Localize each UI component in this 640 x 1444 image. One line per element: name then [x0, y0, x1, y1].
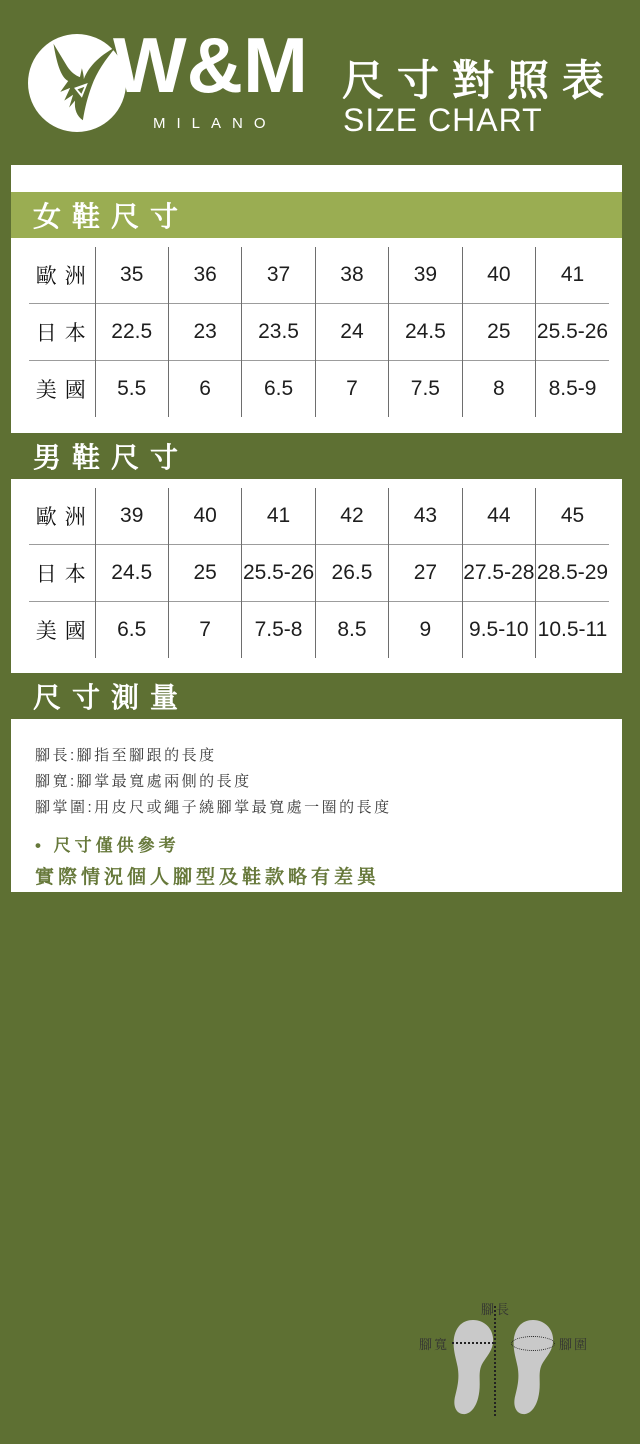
row-label: 歐洲: [35, 505, 94, 529]
table-row: [29, 602, 609, 658]
size-value: 27: [389, 544, 462, 601]
measure-text-block: [35, 743, 392, 889]
women-size-table: [29, 247, 609, 417]
size-value: 38: [315, 247, 388, 303]
foot-girth-measure-ellipse: [511, 1336, 555, 1351]
size-value: 25.5-26: [536, 303, 609, 360]
size-value: 40: [168, 488, 241, 544]
size-value: 7.5-8: [242, 602, 315, 658]
content-panel: [11, 165, 622, 1352]
foot-length-measure-line: [494, 1306, 496, 1416]
section-title-women: 女鞋尺寸: [33, 201, 190, 232]
size-value: 9: [389, 602, 462, 658]
size-value: 5.5: [95, 361, 168, 417]
eagle-icon: [28, 34, 126, 132]
size-value: 39: [95, 488, 168, 544]
size-value: 23: [168, 303, 241, 360]
size-value: 8.5-9: [536, 361, 609, 417]
size-value: 24: [315, 303, 388, 360]
table-row: [29, 247, 609, 303]
row-label: 日本: [29, 303, 95, 360]
size-value: 22.5: [95, 303, 168, 360]
foot-diagram: [419, 1294, 614, 1444]
brand-name: W&M: [113, 21, 308, 109]
size-value: 37: [242, 247, 315, 303]
foot-width-measure-line: [452, 1342, 494, 1344]
size-value: 6: [168, 361, 241, 417]
size-value: 42: [315, 488, 388, 544]
reference-note-2: 實際情況個人腳型及鞋款略有差異: [35, 867, 381, 888]
size-value: 8: [462, 361, 535, 417]
reference-note-1: • 尺寸僅供參考: [35, 836, 180, 855]
size-value: 25: [462, 303, 535, 360]
size-value: 25.5-26: [242, 544, 315, 601]
size-value: 10.5-11: [536, 602, 609, 658]
size-value: 24.5: [389, 303, 462, 360]
size-value: 26.5: [315, 544, 388, 601]
foot-length-label: 腳長: [481, 1302, 512, 1317]
size-value: 43: [389, 488, 462, 544]
size-value: 27.5-28: [462, 544, 535, 601]
table-row: [29, 361, 609, 417]
section-title-measure: 尺寸測量: [33, 682, 190, 713]
size-value: 40: [462, 247, 535, 303]
size-value: 28.5-29: [536, 544, 609, 601]
row-label: 日本: [29, 544, 95, 601]
size-value: 25: [168, 544, 241, 601]
size-value: 41: [242, 488, 315, 544]
size-value: 7: [168, 602, 241, 658]
size-value: 24.5: [95, 544, 168, 601]
size-value: 23.5: [242, 303, 315, 360]
brand-logo: [28, 34, 126, 132]
measure-line-foot-girth: 腳掌圍:用皮尺或繩子繞腳掌最寬處一圈的長度: [35, 799, 392, 816]
size-value: 6.5: [95, 602, 168, 658]
foot-outline-left: [450, 1319, 496, 1415]
men-size-table: [29, 488, 609, 658]
measure-line-foot-width: 腳寬:腳掌最寬處兩側的長度: [35, 773, 252, 790]
size-value: 44: [462, 488, 535, 544]
row-label: 美國: [29, 602, 95, 658]
brand-subtitle: MILANO: [153, 115, 277, 132]
size-value: 9.5-10: [462, 602, 535, 658]
size-value: 45: [536, 488, 609, 544]
foot-outline-right: [510, 1319, 556, 1415]
size-value: 41: [536, 247, 609, 303]
table-row: [29, 488, 609, 544]
page-title-zh: 尺寸對照表: [342, 57, 618, 104]
section-title-men: 男鞋尺寸: [33, 442, 190, 473]
table-row: [29, 303, 609, 360]
measure-line-foot-length: 腳長:腳指至腳跟的長度: [35, 747, 217, 764]
size-value: 39: [389, 247, 462, 303]
row-label: 歐洲: [35, 264, 94, 288]
foot-width-label: 腳寬: [419, 1337, 450, 1352]
measure-section: [11, 719, 622, 1352]
size-value: 7: [315, 361, 388, 417]
section-header-women: [11, 192, 622, 238]
size-value: 7.5: [389, 361, 462, 417]
section-header-measure: [11, 673, 622, 719]
page-title-en: SIZE CHART: [343, 102, 543, 138]
row-label: 美國: [29, 361, 95, 417]
size-value: 8.5: [315, 602, 388, 658]
size-value: 6.5: [242, 361, 315, 417]
size-value: 35: [95, 247, 168, 303]
section-header-men: [11, 433, 622, 479]
header: [0, 0, 640, 165]
foot-girth-label: 腳圍: [559, 1337, 590, 1352]
size-value: 36: [168, 247, 241, 303]
table-row: [29, 544, 609, 601]
